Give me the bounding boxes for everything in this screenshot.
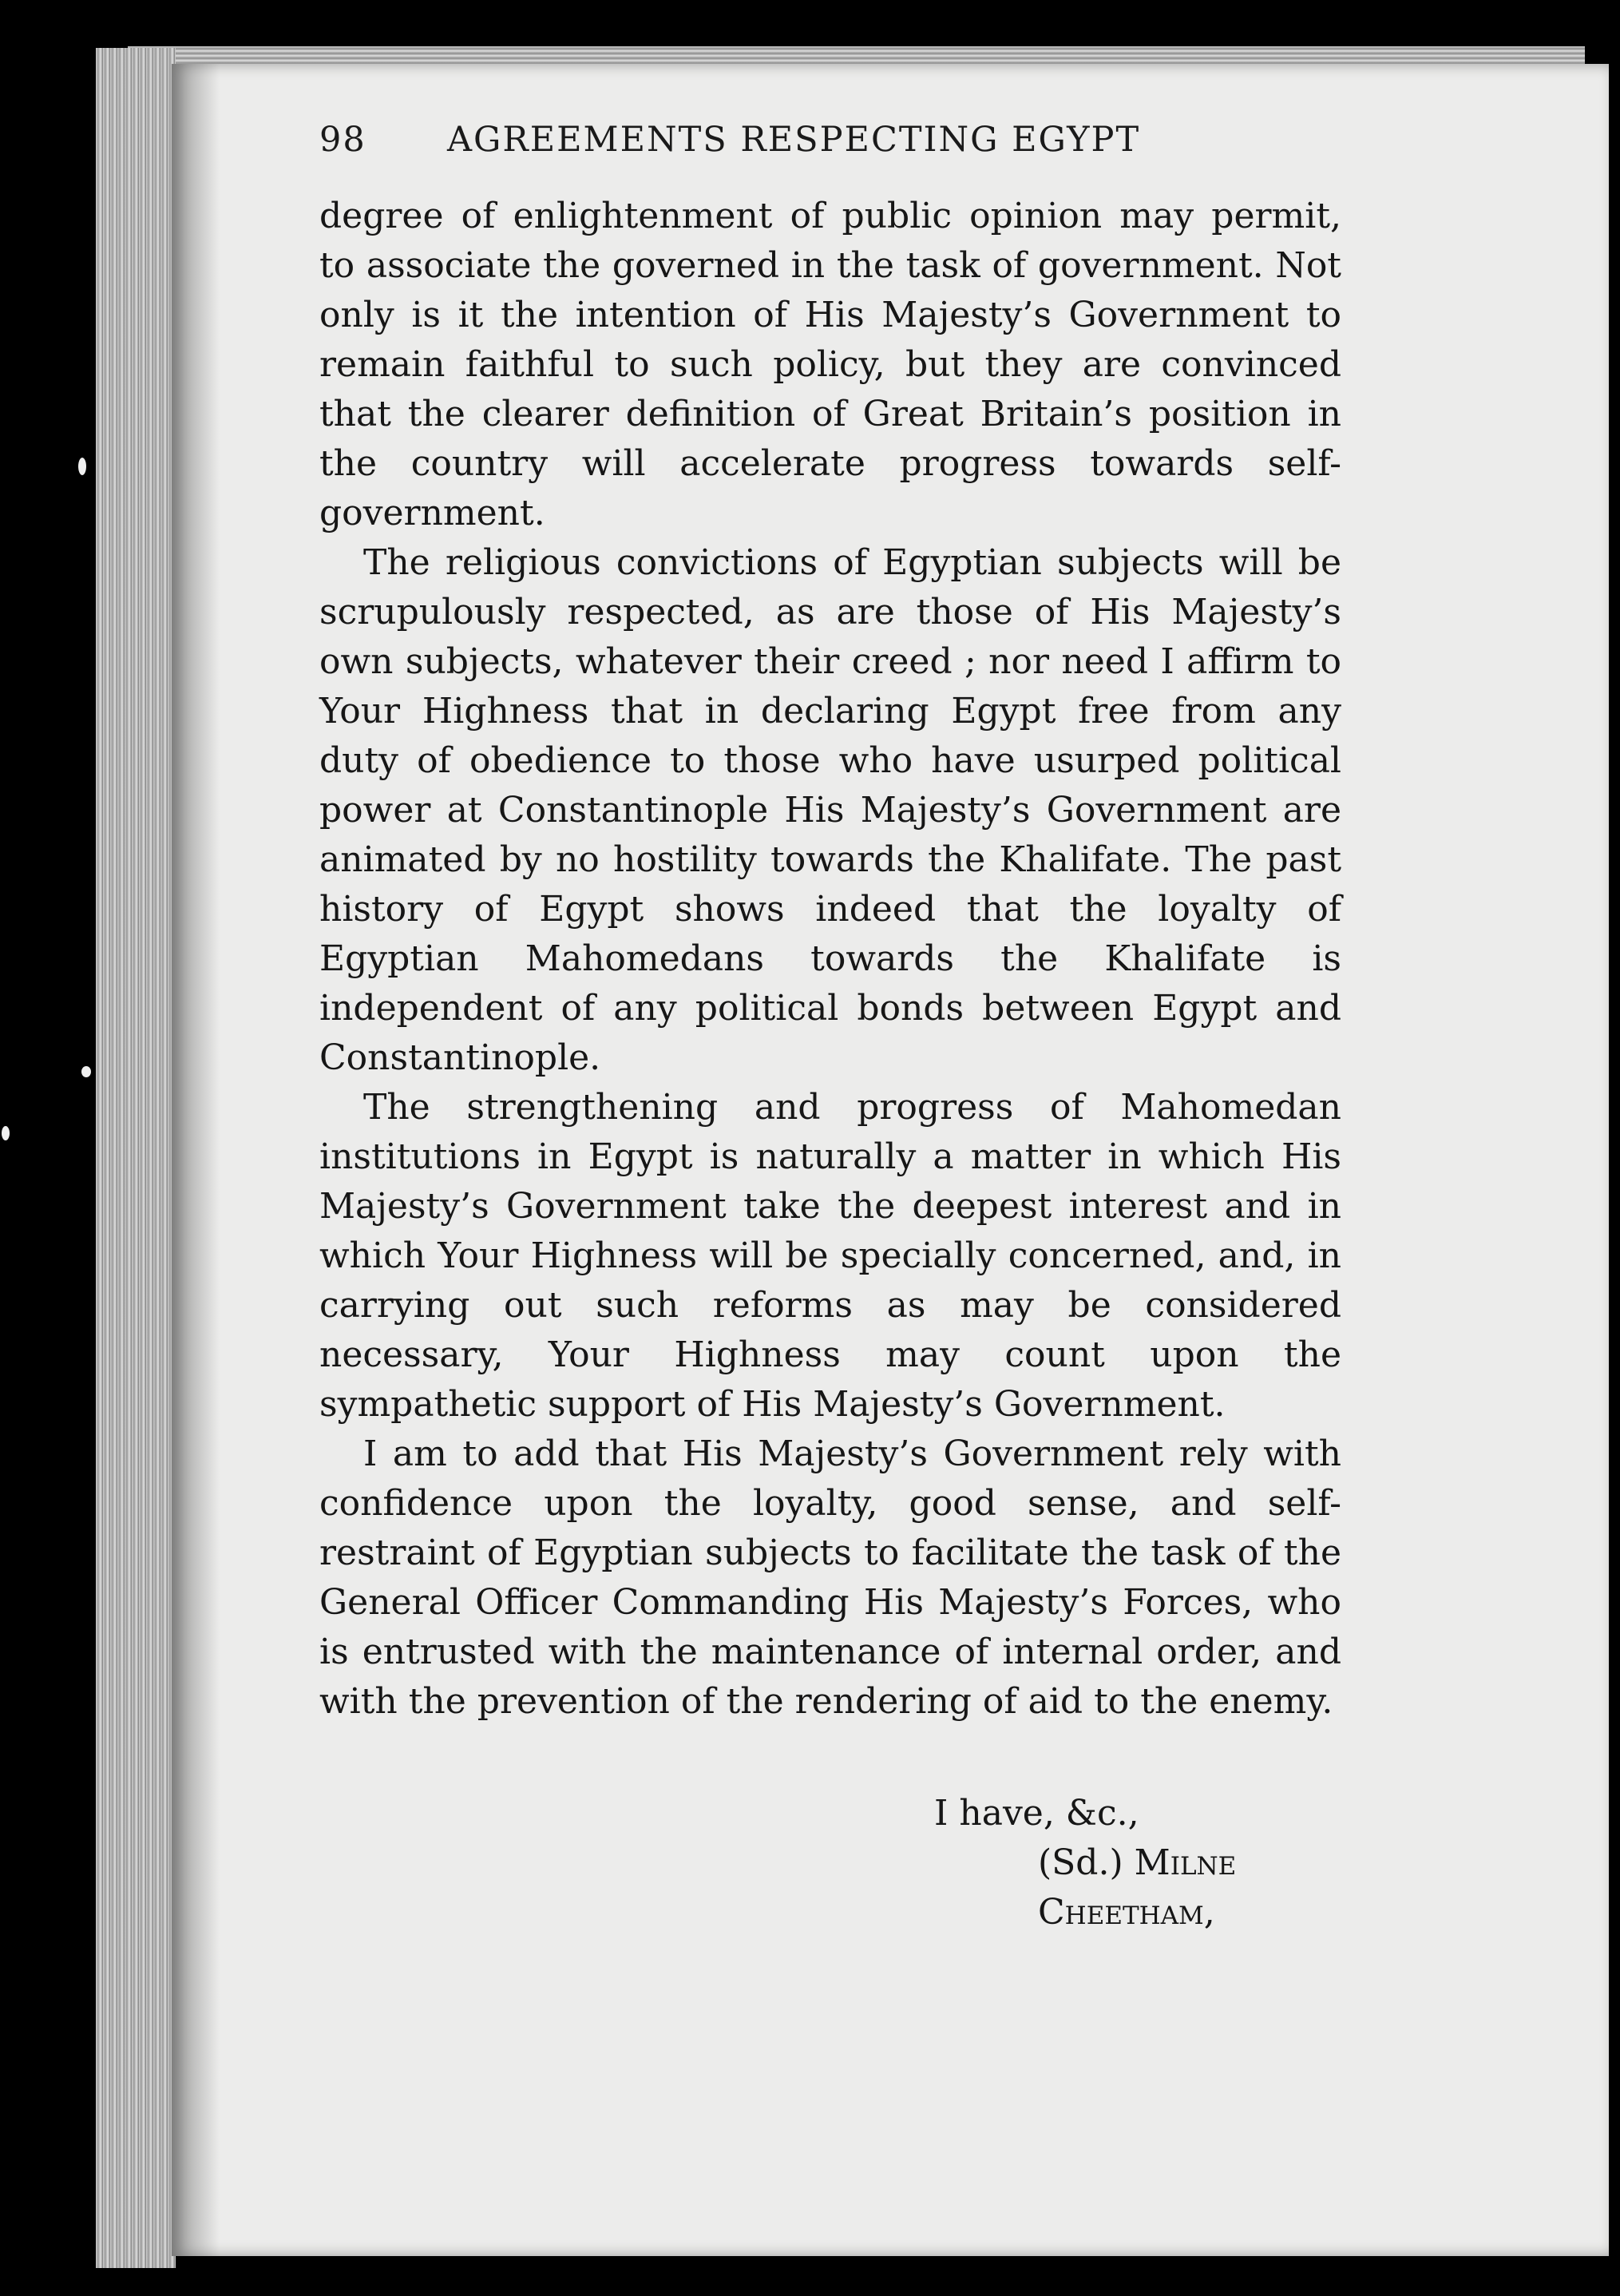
running-head xyxy=(319,120,1421,160)
letter-closing xyxy=(319,1789,1341,1937)
scan-speck xyxy=(78,458,86,475)
closing-salutation: I have, &c., xyxy=(934,1793,1139,1834)
paragraph-4: I am to add that His Majesty’s Government rely with confidence upon the loyalty, good sense, and self-restraint of Egyptian subjects to facilitate the task of the General Officer Commanding His Majesty’s Forces, who is entrusted with the maintenance of internal order, and with the prevention of the rendering of aid to the enemy. xyxy=(319,1434,1341,1722)
gutter-shadow xyxy=(172,64,220,2256)
body-text xyxy=(319,192,1341,1727)
paragraph-3: The strengthening and progress of Mahomedan institutions in Egypt is naturally a matter in which His Majesty’s Government take the deepest interest and in which Your Highness will be specially concerned, and, in carrying out such reforms as may be considered necessary, Your Highness may count upon the sympathetic support of His Majesty’s Government. xyxy=(319,1087,1341,1425)
scan-speck xyxy=(81,1066,91,1077)
paragraph-2: The religious convictions of Egyptian subjects will be scrupulously respected, as are those of His Majesty’s own subjects, whatever their creed ; nor need I affirm to Your Highness that in declaring Egypt free from any duty of obedience to those who have usurped political power at Constantinople His Majesty’s Government are animated by no hostility towards the Khalifate. The past history of Egypt shows indeed that the loyalty of Egyptian Mahomedans towards the Khalifate is independent of any political bonds between Egypt and Constantinople. xyxy=(319,542,1341,1078)
page-stack-left-edge xyxy=(96,48,176,2268)
signed-prefix: (Sd.) xyxy=(1038,1842,1123,1883)
signature-line xyxy=(319,1838,1341,1937)
running-head-title: AGREEMENTS RESPECTING EGYPT xyxy=(447,120,1141,160)
page-number: 98 xyxy=(319,120,366,160)
signatory-name: Milne Cheetham, xyxy=(1038,1842,1237,1933)
paragraph-1: degree of enlightenment of public opinion may permit, to associate the governed in the task of government. Not only is it the intention of His Majesty’s Government to remain faithful to such policy, but they are convinced that the clearer definition of Great Britain’s position in the country will accelerate progress towards self-government. xyxy=(319,196,1341,533)
scan-speck xyxy=(2,1126,10,1140)
